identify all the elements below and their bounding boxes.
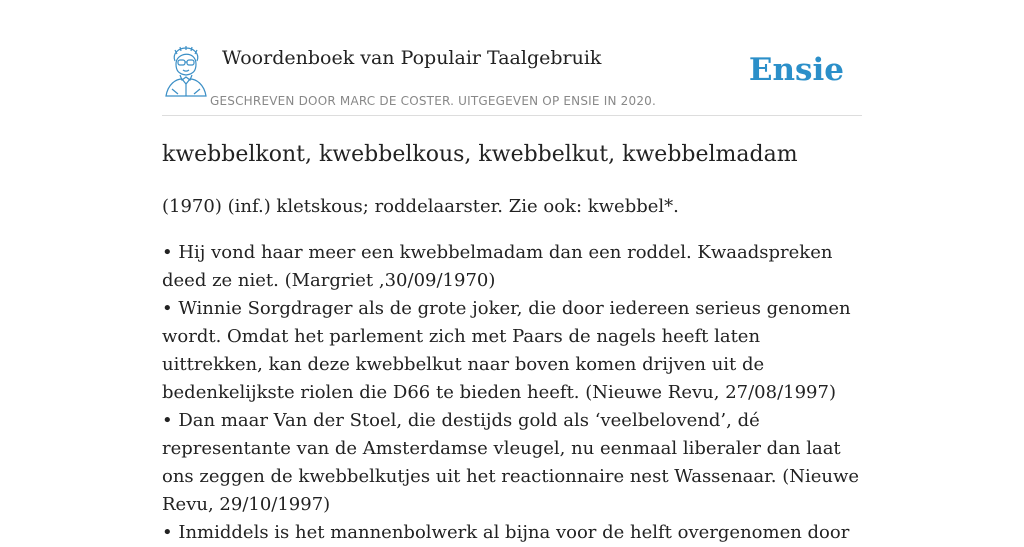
author-portrait-icon[interactable]: [162, 44, 210, 98]
entry-title: kwebbelkont, kwebbelkous, kwebbelkut, kwebbelmadam: [162, 142, 798, 167]
byline: GESCHREVEN DOOR MARC DE COSTER. UITGEGEVEN OP ENSIE IN 2020.: [210, 94, 656, 108]
quote-item: • Inmiddels is het mannenbolwerk al bijna voor de helft overgenomen door: [162, 522, 850, 543]
entry-definition: (1970) (inf.) kletskous; roddelaarster. Zie ook: kwebbel*.: [162, 196, 679, 217]
quote-item: • Hij vond haar meer een kwebbelmadam dan een roddel. Kwaadspreken deed ze niet. (Margriet ,30/09/1970): [162, 242, 833, 291]
page: [162, 0, 862, 543]
header: [162, 0, 862, 116]
quote-list: [162, 239, 862, 547]
ensie-logo[interactable]: Ensie: [748, 52, 844, 88]
quote-item: • Winnie Sorgdrager als de grote joker, die door iedereen serieus genomen wordt. Omdat het parlement zich met Paars de nagels heeft laten uittrekken, kan deze kwebbelkut naar boven komen drijven uit de bedenkelijkste riolen die D66 te bieden heeft. (Nieuwe Revu, 27/08/1997): [162, 298, 851, 403]
quote-item: • Dan maar Van der Stoel, die destijds gold als ‘veelbelovend’, dé representante van de Amsterdamse vleugel, nu eenmaal liberaler dan laat ons zeggen de kwebbelkutjes uit het reactionnaire nest Wassenaar. (Nieuwe Revu, 29/10/1997): [162, 410, 860, 515]
book-title[interactable]: Woordenboek van Populair Taalgebruik: [222, 47, 602, 69]
